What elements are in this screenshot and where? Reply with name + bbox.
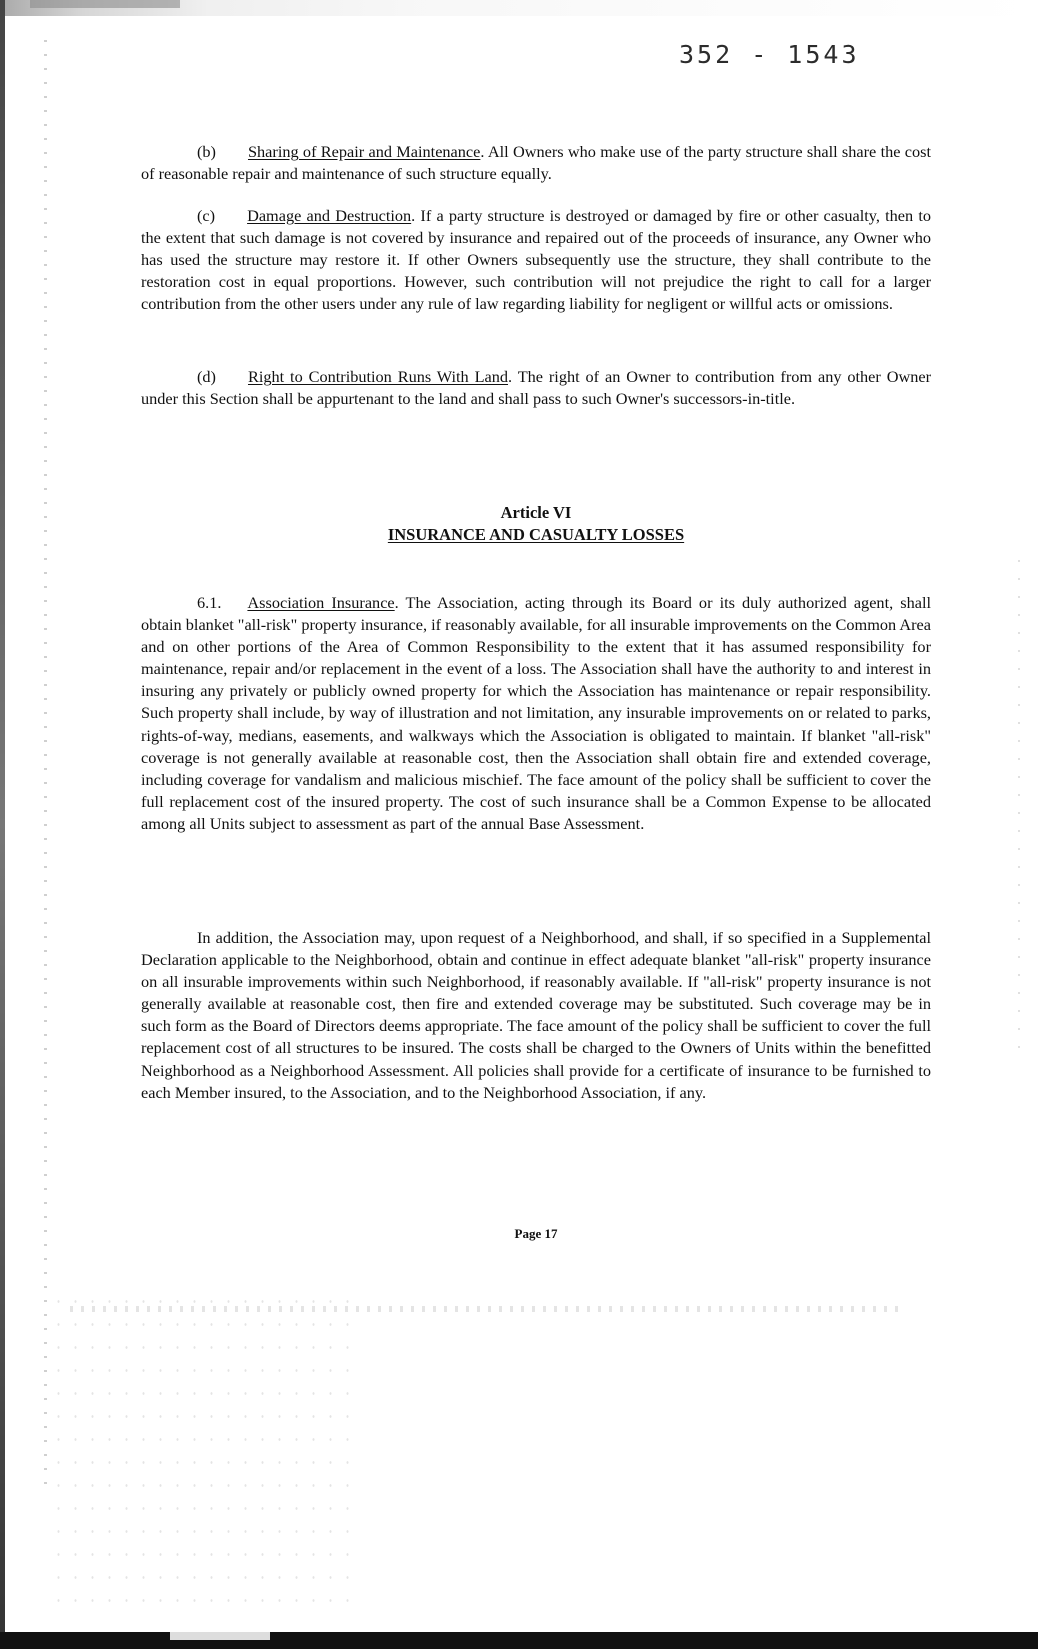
section-c-label: (c) [197, 206, 216, 225]
scan-speckle [50, 1290, 350, 1610]
section-b-title: Sharing of Repair and Maintenance [247, 142, 481, 161]
scan-smudge-top [30, 0, 180, 8]
section-d-title: Right to Contribution Runs With Land [247, 367, 509, 386]
section-c-body: . If a party structure is destroyed or damaged by fire or other casualty, then to the extent that such damage is not covered by insurance and repaired out of the proceeds of insurance, any Owner who has used the structure may restore it. If other Owners subsequently use the structure, they shall contribute to the restoration cost in equal proportions. However, such contribution will not prejudice the right to call for a larger contribution from the other users under any rule of law regarding liability for negligent or willful acts or omissions. [141, 206, 931, 314]
scan-edge-bottom [0, 1632, 1038, 1649]
clause-6-1-body: . The Association, acting through its Board or its duly authorized agent, shall obtain blanket "all-risk" property insurance, if reasonably available, for all insurable improvements on the Common Area and on other portions of the Area of Common Responsibility to the extent that it has assumed responsibility for maintenance, repair and/or replacement in the event of a loss. The Association shall have the authority to and interest in insuring any privately or publicly owned property for which the Association has maintenance or repair responsibility. Such property shall include, by way of illustration and not limitation, any insurable improvements on or related to parks, rights-of-way, medians, easements, and walkways which the Association is obligated to maintain. If blanket "all-risk" coverage is not generally available at reasonable cost, then the Association shall obtain fire and extended coverage, including coverage for vandalism and malicious mischief. The face amount of the policy shall be sufficient to cover the full replacement cost of the insured property. The cost of such insurance shall be a Common Expense to be allocated among all Units subject to assessment as part of the annual Base Assessment. [141, 593, 931, 833]
section-b-label: (b) [197, 142, 216, 161]
addition-paragraph [141, 927, 931, 1104]
section-b-paragraph [141, 141, 931, 185]
scan-edge-bottom-gap [170, 1632, 270, 1640]
clause-6-1-paragraph [141, 592, 931, 835]
scan-edge-left [0, 0, 5, 1649]
section-d-label: (d) [197, 367, 216, 386]
scan-noise-right [1018, 560, 1020, 1060]
article-number: Article VI [500, 503, 572, 522]
section-c-title: Damage and Destruction [247, 206, 412, 225]
scan-noise-row [70, 1306, 900, 1312]
clause-6-1-title: Association Insurance [247, 593, 395, 612]
section-d-paragraph [141, 366, 931, 410]
section-b-body: . All Owners who make use of the party structure shall share the cost of reasonable repair and maintenance of such structure equally. [141, 142, 931, 184]
addition-paragraph-text: In addition, the Association may, upon request of a Neighborhood, and shall, if so specified in a Supplemental Declaration applicable to the Neighborhood, obtain and continue in effect adequate blanket "all-risk" property insurance on all insurable improvements within such Neighborhood, if reasonably available. If "all-risk" property insurance is not generally available at reasonable cost, then fire and extended coverage may be substituted. Such coverage may be in such form as the Board of Directors deems appropriate. The face amount of the policy shall be sufficient to cover the full replacement cost of all structures to be insured. The costs shall be charged to the Owners of Units within the benefitted Neighborhood as a Neighborhood Assessment. All policies shall provide for a certificate of insurance to be furnished to each Member insured, to the Association, and to the Neighborhood Association, if any. [141, 928, 931, 1102]
section-c-paragraph [141, 205, 931, 315]
article-title: INSURANCE AND CASUALTY LOSSES [387, 525, 685, 544]
page-number: Page 17 [514, 1226, 558, 1241]
book-page-stamp: 352 - 1543 [679, 40, 860, 69]
clause-6-1-label: 6.1. [197, 593, 222, 612]
section-d-body: . The right of an Owner to contribution from any other Owner under this Section shall be appurtenant to the land and shall pass to such Owner's successors-in-title. [141, 367, 931, 409]
scan-noise-left [44, 40, 47, 1490]
